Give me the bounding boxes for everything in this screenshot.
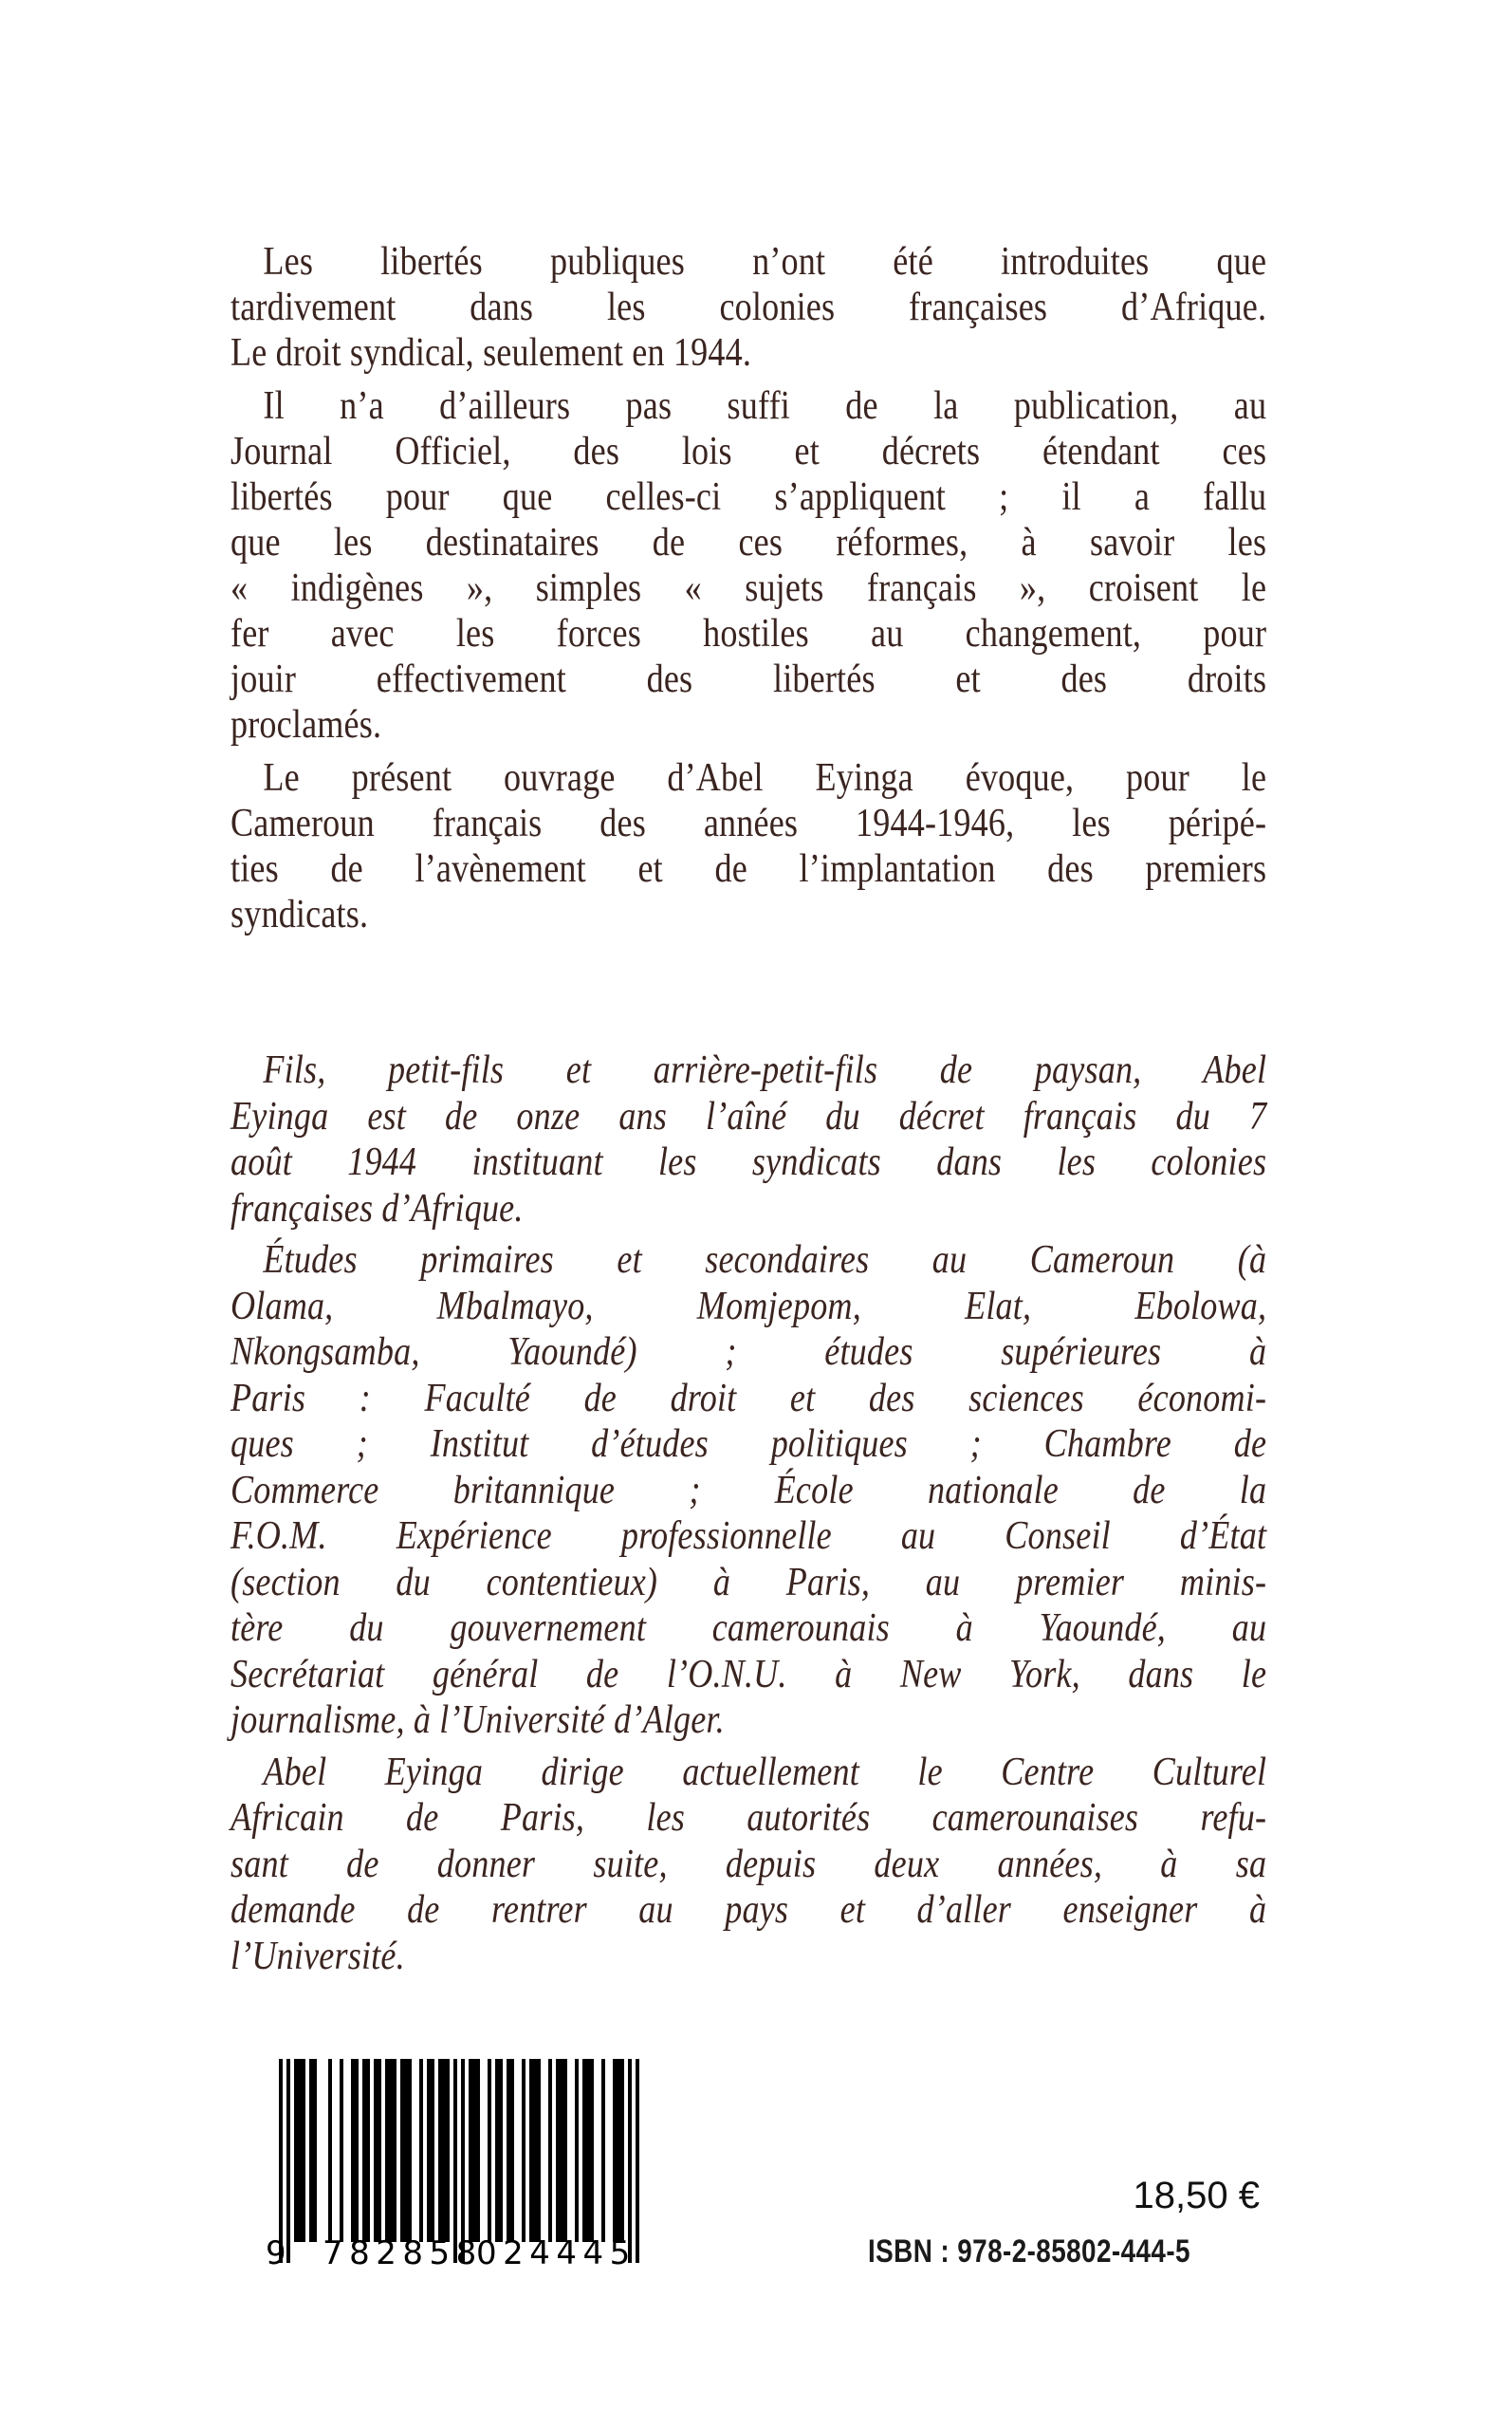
barcode-bar <box>563 2059 567 2242</box>
barcode-bar <box>522 2059 526 2242</box>
text-line: proclamés. <box>230 703 382 747</box>
barcode-bar <box>279 2059 283 2263</box>
text-line: journalisme, à l’Université d’Alger. <box>230 1698 725 1742</box>
text-line: Le présent ouvrage d’Abel Eyinga évoque, pour le <box>263 756 1267 800</box>
barcode-bar <box>488 2059 491 2242</box>
text-line: Études primaires et secondaires au Cameroun (à <box>263 1238 1267 1282</box>
author-bio-text <box>230 1047 1266 1979</box>
barcode-digits <box>266 2234 645 2272</box>
isbn-label: ISBN : 978-2-85802-444-5 <box>868 2233 1190 2270</box>
barcode-bar <box>636 2059 639 2263</box>
text-line: Fils, petit-fils et arrière-petit-fils de paysan, Abel <box>263 1048 1267 1092</box>
barcode-bar <box>366 2059 370 2242</box>
text-line: Africain de Paris, les autorités camerounaises refu- <box>230 1796 1267 1840</box>
text-line: tardivement dans les colonies françaises d’Afrique. <box>230 286 1267 329</box>
barcode-bar <box>431 2059 434 2242</box>
barcode-bar <box>453 2059 457 2263</box>
barcode-bar <box>575 2059 579 2242</box>
barcode-bar <box>286 2059 290 2263</box>
text-line: fer avec les forces hostiles au changement, pour <box>230 612 1267 656</box>
text-line: Le droit syndical, seulement en 1944. <box>230 331 752 375</box>
barcode-bar <box>393 2059 396 2242</box>
text-line: Il n’a d’ailleurs pas suffi de la publication, au <box>263 384 1267 428</box>
barcode-bar <box>628 2059 632 2263</box>
barcode-bar <box>446 2059 450 2242</box>
summary-text <box>230 239 1266 937</box>
price-label: 18,50 € <box>1133 2175 1260 2216</box>
text-line: Eyinga est de onze ans l’aîné du décret français du 7 <box>230 1094 1267 1139</box>
text-line: Les libertés publiques n’ont été introduites que <box>263 240 1267 284</box>
barcode-bar <box>590 2059 594 2242</box>
text-line: Commerce britannique ; École nationale de la <box>230 1468 1267 1512</box>
barcode-bar <box>302 2059 305 2242</box>
barcode-bar <box>340 2059 343 2242</box>
text-line: Paris : Faculté de droit et des sciences économi- <box>230 1376 1267 1420</box>
barcode-bar <box>328 2059 332 2242</box>
text-line: demande de rentrer au pays et d’aller enseigner à <box>230 1888 1267 1932</box>
barcode-bar <box>313 2059 317 2242</box>
text-line: françaises d’Afrique. <box>230 1186 524 1231</box>
text-line: (section du contentieux) à Paris, au premier minis- <box>230 1560 1267 1604</box>
barcode-bar <box>419 2059 423 2242</box>
text-line: Journal Officiel, des lois et décrets étendant ces <box>230 430 1267 473</box>
barcode-bar <box>537 2059 541 2242</box>
text-line: Secrétariat général de l’O.N.U. à New York, dans le <box>230 1652 1267 1696</box>
text-line: que les destinataires de ces réformes, à savoir les <box>230 521 1267 565</box>
text-line: l’Université. <box>230 1934 405 1978</box>
barcode-left-group: 782858 <box>323 2234 483 2272</box>
barcode-bar <box>476 2059 480 2242</box>
barcode-bar <box>378 2059 381 2242</box>
barcode-bars <box>279 2059 639 2263</box>
text-line: ques ; Institut d’études politiques ; Chambre de <box>230 1422 1267 1466</box>
barcode-bar <box>499 2059 503 2242</box>
text-line: F.O.M. Expérience professionnelle au Conseil d’État <box>230 1514 1267 1558</box>
barcode-bar <box>355 2059 359 2242</box>
barcode-right-group: 024445 <box>476 2234 636 2272</box>
barcode-bar <box>461 2059 465 2263</box>
text-line: Abel Eyinga dirige actuellement le Centre Culturel <box>263 1750 1267 1794</box>
text-line: Olama, Mbalmayo, Momjepom, Elat, Ebolowa, <box>230 1284 1267 1328</box>
barcode-bar <box>548 2059 552 2242</box>
barcode-bar <box>408 2059 412 2242</box>
barcode-bar <box>510 2059 514 2242</box>
text-line: Cameroun français des années 1944-1946, les péripé- <box>230 802 1267 845</box>
text-line: tère du gouvernement camerounais à Yaoundé, au <box>230 1606 1267 1650</box>
text-line: août 1944 instituant les syndicats dans les colonies <box>230 1140 1267 1184</box>
barcode-bar <box>620 2059 624 2242</box>
text-line: Nkongsamba, Yaoundé) ; études supérieures à <box>230 1330 1267 1374</box>
isbn-barcode <box>266 2049 645 2287</box>
text-line: « indigènes », simples « sujets français », croisent le <box>230 566 1267 610</box>
barcode-bar <box>601 2059 605 2242</box>
text-line: sant de donner suite, depuis deux années, à sa <box>230 1842 1267 1886</box>
text-line: ties de l’avènement et de l’implantation des premiers <box>230 847 1267 891</box>
text-line: syndicats. <box>230 893 369 936</box>
barcode-first-digit: 9 <box>266 2234 286 2272</box>
text-line: jouir effectivement des libertés et des droits <box>230 658 1267 701</box>
text-line: libertés pour que celles-ci s’appliquent ; il a fallu <box>230 475 1267 519</box>
